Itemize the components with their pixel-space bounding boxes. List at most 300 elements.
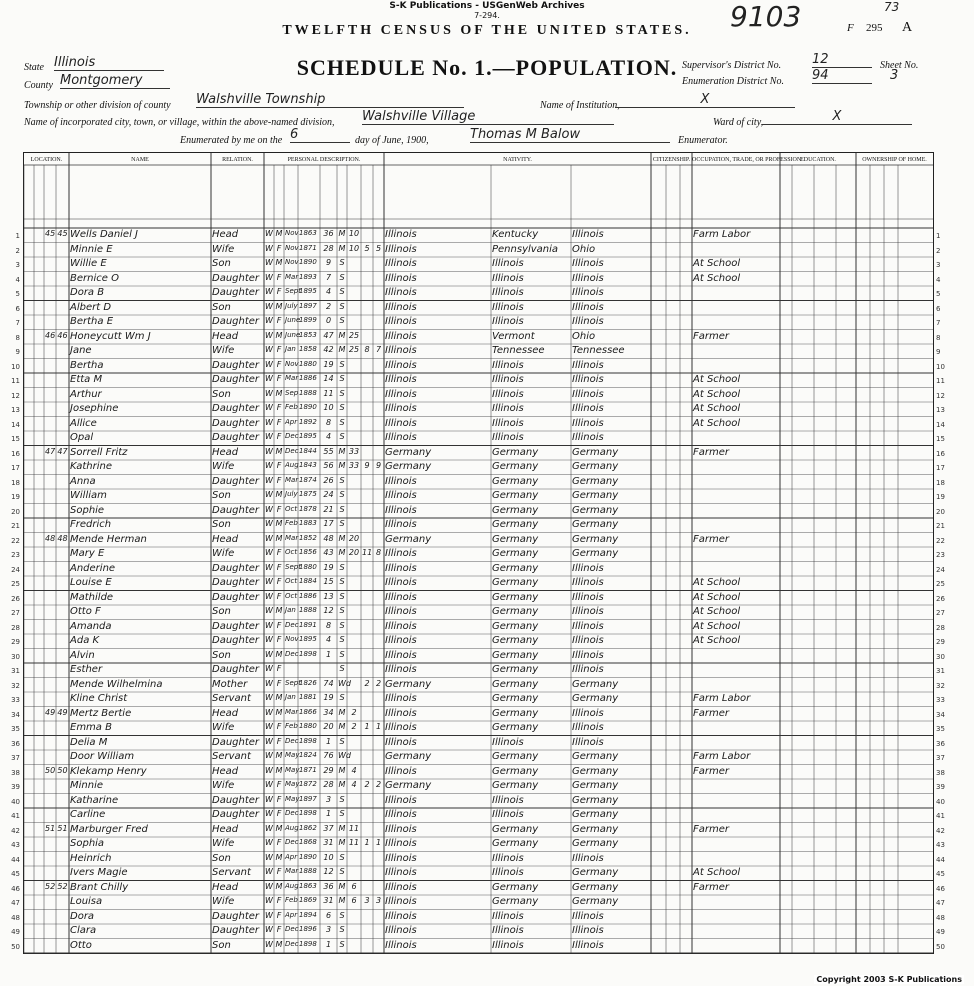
cell-mar: S [339, 490, 345, 499]
cell-name: Dora B [70, 287, 105, 298]
cell-dw [45, 302, 55, 316]
row-number: 35 [936, 725, 945, 733]
cell-p1: Illinois [385, 490, 417, 501]
cell-liv [374, 940, 383, 954]
cell-occ: At School [693, 606, 741, 617]
cell-yrs: 20 [348, 533, 360, 543]
row-number: 11 [11, 377, 20, 385]
cell-yrs: 11 [348, 823, 360, 833]
cell-ch [362, 418, 372, 432]
row-number: 41 [11, 812, 20, 820]
cell-age: 17 [323, 519, 334, 528]
cell-ch [362, 824, 372, 838]
row-number: 34 [936, 710, 945, 719]
cell-mar: S [339, 519, 345, 528]
cell-occ [693, 838, 779, 852]
cell-mar: S [339, 925, 345, 934]
cell-fa [57, 287, 68, 301]
cell-p2: Illinois [492, 287, 524, 298]
cell-liv [374, 795, 383, 809]
cell-p1: Illinois [385, 562, 417, 574]
cell-month: Oct [285, 577, 298, 585]
cell-name: Willie E [70, 258, 107, 269]
cell-mar: M [338, 823, 346, 833]
cell-age: 10 [323, 852, 334, 862]
cell-occ [693, 896, 779, 910]
cell-dw [45, 577, 55, 591]
cell-p2: Illinois [492, 359, 524, 371]
cell-ch [362, 592, 372, 606]
cell-month: May [285, 794, 300, 803]
cell-fa [57, 853, 68, 867]
cell-name: Arthur [70, 388, 102, 400]
cell-dw: 45 [45, 229, 56, 238]
cell-rel: Daughter [212, 272, 260, 284]
cell-p2: Illinois [492, 809, 524, 820]
cell-name: Otto F [70, 606, 101, 617]
cell-occ: Farmer [693, 881, 729, 893]
row-number: 17 [11, 464, 20, 472]
cell-year: 1898 [299, 809, 317, 817]
row-number: 50 [936, 942, 945, 951]
enumerator-name: Thomas M Balow [470, 127, 670, 143]
cell-name: Anna [70, 475, 96, 487]
cell-p1: Illinois [385, 287, 417, 298]
cell-mar: M [338, 533, 346, 543]
cell-liv: 5 [375, 243, 382, 253]
cell-dw [45, 505, 55, 519]
row-number: 2 [15, 246, 20, 255]
cell-dw: 46 [45, 330, 56, 340]
cell-rel: Daughter [212, 635, 260, 646]
cell-p3: Illinois [572, 403, 604, 414]
cell-mar: S [339, 359, 345, 369]
cell-year: 1893 [299, 272, 317, 281]
cell-year: 1863 [299, 881, 317, 890]
cell-mar: S [339, 664, 345, 673]
cell-p3: Germany [572, 533, 619, 545]
cell-p1: Illinois [385, 258, 417, 269]
cell-rel: Daughter [212, 794, 260, 806]
cell-rel: Son [212, 388, 231, 400]
cell-liv [374, 577, 383, 591]
cell-ch [362, 287, 372, 301]
cell-sex: F [276, 432, 282, 441]
cell-year: 1890 [299, 852, 317, 861]
cell-color: W [265, 780, 273, 789]
cell-color: W [265, 345, 273, 354]
cell-occ [693, 664, 779, 678]
cell-year: 1866 [299, 707, 317, 716]
cell-name: Honeycutt Wm J [70, 330, 151, 342]
sheet-label: Sheet No. [880, 60, 919, 71]
cell-mar: S [339, 562, 345, 572]
cell-month: Apr [285, 852, 298, 861]
cell-liv: 7 [375, 345, 382, 354]
archive-banner-line2: 7-294. [474, 11, 500, 20]
cell-color: W [265, 577, 273, 586]
cell-color: W [265, 591, 273, 601]
cell-color: W [265, 301, 273, 311]
row-number: 30 [936, 652, 945, 661]
cell-year: 1844 [299, 446, 317, 455]
cell-p3: Germany [572, 519, 619, 530]
cell-mar: S [339, 939, 345, 949]
cell-age: 47 [323, 330, 334, 340]
cell-mar: S [339, 736, 345, 746]
cell-p1: Illinois [385, 475, 417, 487]
cell-month: July [285, 301, 298, 310]
cell-ch: 11 [362, 548, 373, 557]
cell-p1: Illinois [385, 881, 417, 893]
cell-name: William [70, 490, 107, 501]
cell-month: Aug [285, 823, 299, 832]
row-number: 46 [936, 884, 945, 893]
cell-color: W [265, 388, 273, 398]
cell-fa [57, 693, 68, 707]
cell-color: W [265, 664, 273, 673]
cell-name: Bernice O [70, 272, 119, 284]
cell-color: W [265, 693, 273, 702]
cell-age: 24 [323, 490, 334, 499]
row-number: 4 [936, 275, 941, 284]
cell-mar: S [339, 316, 345, 325]
cell-p1: Germany [385, 533, 432, 545]
cell-p3: Illinois [572, 852, 604, 864]
cell-ch [362, 273, 372, 287]
cell-dw [45, 258, 55, 272]
cell-month: Dec [285, 809, 299, 817]
cell-p2: Germany [492, 606, 539, 617]
row-number: 5 [936, 290, 941, 298]
row-number: 20 [11, 507, 20, 516]
cell-age: 37 [323, 823, 334, 833]
cell-month: June [285, 330, 301, 339]
cell-p1: Illinois [385, 388, 417, 400]
cell-p3: Tennessee [572, 345, 625, 356]
cell-sex: M [275, 765, 283, 775]
cell-color: W [265, 765, 273, 775]
cell-liv [374, 505, 383, 519]
row-number: 28 [936, 623, 945, 632]
cell-sex: M [275, 490, 283, 499]
cell-occ [693, 360, 779, 374]
cell-p3: Germany [572, 809, 619, 820]
cell-name: Otto [70, 939, 92, 951]
row-number: 22 [936, 536, 945, 545]
row-number: 31 [11, 667, 20, 675]
cell-name: Esther [70, 664, 103, 675]
cell-dw [45, 853, 55, 867]
cell-fa [57, 911, 68, 925]
cell-p1: Illinois [385, 229, 417, 240]
row-number: 27 [11, 609, 20, 617]
cell-rel: Daughter [212, 577, 260, 588]
cell-age: 8 [325, 620, 332, 630]
cell-age: 1 [325, 939, 332, 949]
cell-sex: M [275, 939, 283, 949]
cell-name: Anderine [70, 562, 116, 574]
cell-ch [362, 360, 372, 374]
row-number: 8 [936, 333, 941, 342]
cell-month: Nov [285, 243, 299, 252]
cell-p3: Illinois [572, 258, 604, 269]
cell-color: W [265, 852, 273, 862]
cell-p2: Germany [492, 591, 539, 603]
row-number: 40 [11, 797, 20, 806]
cell-occ [693, 795, 779, 809]
cell-fa: 47 [57, 446, 68, 456]
cell-liv [374, 287, 383, 301]
cell-rel: Daughter [212, 591, 260, 603]
cell-fa: 48 [57, 533, 68, 543]
row-number: 45 [936, 870, 945, 878]
cell-sex: F [276, 838, 282, 847]
cell-fa [57, 548, 68, 562]
cell-month: Mar [285, 475, 299, 484]
cell-liv [374, 258, 383, 272]
cell-fa [57, 606, 68, 620]
cell-occ: At School [693, 867, 741, 878]
cell-month: Nov [285, 635, 299, 643]
cell-liv [374, 925, 383, 939]
cell-mar: M [338, 896, 346, 905]
cell-name: Mende Wilhelmina [70, 678, 163, 690]
cell-fa [57, 650, 68, 664]
cell-name: Clara [70, 925, 97, 936]
cell-dw [45, 548, 55, 562]
cell-month: Feb [285, 722, 298, 730]
cell-sex: M [275, 823, 283, 833]
cell-yrs: 4 [351, 780, 357, 789]
cell-age: 15 [323, 577, 334, 586]
cell-yrs [348, 867, 360, 881]
cell-rel: Head [212, 707, 239, 719]
cell-age: 29 [323, 765, 334, 775]
cell-liv [374, 650, 383, 664]
cell-age: 3 [325, 794, 332, 804]
cell-liv [374, 737, 383, 751]
cell-p1: Illinois [385, 765, 417, 777]
cell-p1: Illinois [385, 664, 417, 675]
supervisor-label: Supervisor's District No. [682, 60, 782, 71]
cell-fa: 45 [57, 229, 68, 238]
cell-ch [362, 606, 372, 620]
cell-sex: M [275, 301, 283, 311]
cell-name: Dora [70, 910, 95, 922]
cell-p1: Illinois [385, 635, 417, 646]
cell-name: Marburger Fred [70, 823, 148, 835]
cell-occ [693, 911, 779, 925]
cell-rel: Servant [212, 867, 251, 878]
cell-p2: Germany [492, 693, 539, 704]
cell-dw [45, 519, 55, 533]
cell-occ [693, 432, 779, 446]
cell-yrs: 25 [348, 330, 360, 340]
row-number: 19 [936, 493, 945, 501]
cell-name: Jane [70, 345, 92, 356]
cell-age: 12 [323, 606, 334, 615]
cell-year: 1853 [299, 330, 317, 339]
cell-rel: Son [212, 852, 231, 864]
cell-name: Albert D [70, 301, 112, 313]
cell-p3: Germany [572, 867, 619, 878]
cell-fa [57, 403, 68, 417]
row-number: 12 [11, 391, 20, 400]
cell-age: 1 [325, 736, 332, 746]
cell-month: May [285, 765, 300, 774]
cell-rel: Daughter [212, 504, 260, 516]
cell-p1: Illinois [385, 606, 417, 617]
cell-year: 1895 [299, 635, 317, 643]
cell-fa: 49 [57, 707, 68, 717]
row-number: 7 [15, 319, 20, 327]
archive-banner-line1: S-K Publications - USGenWeb Archives [389, 1, 585, 11]
row-number: 1 [936, 232, 941, 240]
cell-name: Kline Christ [70, 693, 128, 704]
cell-rel: Wife [212, 838, 235, 849]
cell-age: 19 [323, 359, 334, 369]
cell-ch [362, 766, 372, 780]
cell-liv [374, 534, 383, 548]
cell-liv [374, 389, 383, 403]
cell-occ [693, 737, 779, 751]
cell-month: Oct [285, 504, 298, 513]
cell-rel: Daughter [212, 925, 260, 936]
cell-p2: Illinois [492, 794, 524, 806]
county-value: Montgomery [60, 73, 170, 89]
enumerator-label: Enumerator. [678, 135, 728, 146]
institution-value: X [615, 92, 795, 108]
cell-p2: Illinois [492, 736, 524, 748]
cell-p3: Illinois [572, 620, 604, 632]
cell-year: 1898 [299, 649, 317, 658]
cell-occ: At School [693, 635, 741, 646]
row-number: 32 [11, 681, 20, 690]
cell-ch [362, 795, 372, 809]
cell-p3: Illinois [572, 910, 604, 922]
cell-occ: At School [693, 577, 741, 588]
cell-occ [693, 563, 779, 577]
cell-dw [45, 838, 55, 852]
cell-fa [57, 838, 68, 852]
cell-rel: Daughter [212, 664, 260, 675]
cell-rel: Son [212, 519, 231, 530]
cell-year: 1826 [299, 678, 317, 687]
cell-ch [362, 925, 372, 939]
section-header: LOCATION. [30, 157, 63, 163]
cell-fa [57, 461, 68, 475]
row-number: 18 [936, 478, 945, 487]
institution-label: Name of Institution, [540, 100, 620, 111]
county-label: County [24, 80, 53, 91]
cell-p1: Illinois [385, 867, 417, 878]
cell-p2: Germany [492, 504, 539, 516]
cell-p1: Illinois [385, 707, 417, 719]
section-header: OCCUPATION, TRADE, OR PROFESSION [692, 157, 802, 163]
row-number: 36 [11, 739, 20, 748]
cell-ch: 3 [364, 896, 370, 905]
cell-fa [57, 519, 68, 533]
cell-p3: Illinois [572, 417, 604, 429]
cell-occ: At School [693, 272, 741, 284]
cell-occ: At School [693, 620, 741, 632]
cell-age: 6 [325, 910, 332, 920]
cell-occ [693, 940, 779, 954]
cell-rel: Wife [212, 461, 235, 472]
cell-fa [57, 867, 68, 881]
cell-fa [57, 258, 68, 272]
cell-liv [374, 229, 383, 243]
cell-liv [374, 809, 383, 823]
cell-mar: S [339, 301, 345, 311]
cell-name: Minnie E [70, 243, 113, 255]
cell-dw [45, 867, 55, 881]
cell-occ [693, 853, 779, 867]
cell-rel: Daughter [212, 562, 260, 574]
cell-dw [45, 418, 55, 432]
cell-p1: Illinois [385, 272, 417, 284]
cell-p1: Illinois [385, 925, 417, 936]
cell-color: W [265, 243, 273, 253]
cell-dw [45, 896, 55, 910]
cell-color: W [265, 446, 273, 456]
cell-color: W [265, 417, 273, 427]
cell-age: 7 [325, 272, 332, 282]
cell-p1: Illinois [385, 838, 417, 849]
cell-rel: Servant [212, 751, 251, 762]
cell-dw [45, 592, 55, 606]
cell-color: W [265, 838, 273, 847]
cell-sex: F [276, 809, 282, 818]
cell-p3: Illinois [572, 388, 604, 400]
cell-fa [57, 679, 68, 693]
cell-yrs [348, 418, 360, 432]
cell-year: 1897 [299, 301, 317, 310]
cell-mar: M [338, 707, 346, 717]
row-number: 31 [936, 667, 945, 675]
cell-month: Apr [285, 910, 298, 919]
cell-mar: S [339, 417, 345, 427]
cell-p3: Germany [572, 490, 619, 501]
cell-mar: S [339, 635, 345, 644]
cell-age: 42 [323, 345, 334, 354]
cell-p2: Pennsylvania [492, 243, 559, 255]
cell-liv: 1 [375, 722, 382, 731]
cell-age: 48 [323, 533, 334, 543]
cell-rel: Head [212, 446, 239, 458]
cell-month: Dec [285, 620, 299, 629]
row-number: 28 [11, 623, 20, 632]
cell-mar: M [338, 330, 346, 340]
cell-p2: Illinois [492, 258, 524, 269]
row-number: 48 [11, 913, 20, 922]
cell-p3: Germany [572, 765, 619, 777]
cell-year: 1896 [299, 925, 317, 933]
cell-p2: Illinois [492, 301, 524, 313]
cell-dw [45, 432, 55, 446]
cell-fa: 50 [57, 765, 68, 775]
section-header: NAME [131, 157, 149, 163]
cell-mar: S [339, 258, 345, 267]
cell-month: Dec [285, 838, 299, 846]
cell-sex: F [276, 635, 282, 644]
row-number: 38 [936, 768, 945, 777]
ward-label: Ward of city, [713, 117, 764, 128]
row-number: 18 [11, 478, 20, 487]
cell-p2: Illinois [492, 316, 524, 327]
cell-rel: Wife [212, 896, 235, 907]
